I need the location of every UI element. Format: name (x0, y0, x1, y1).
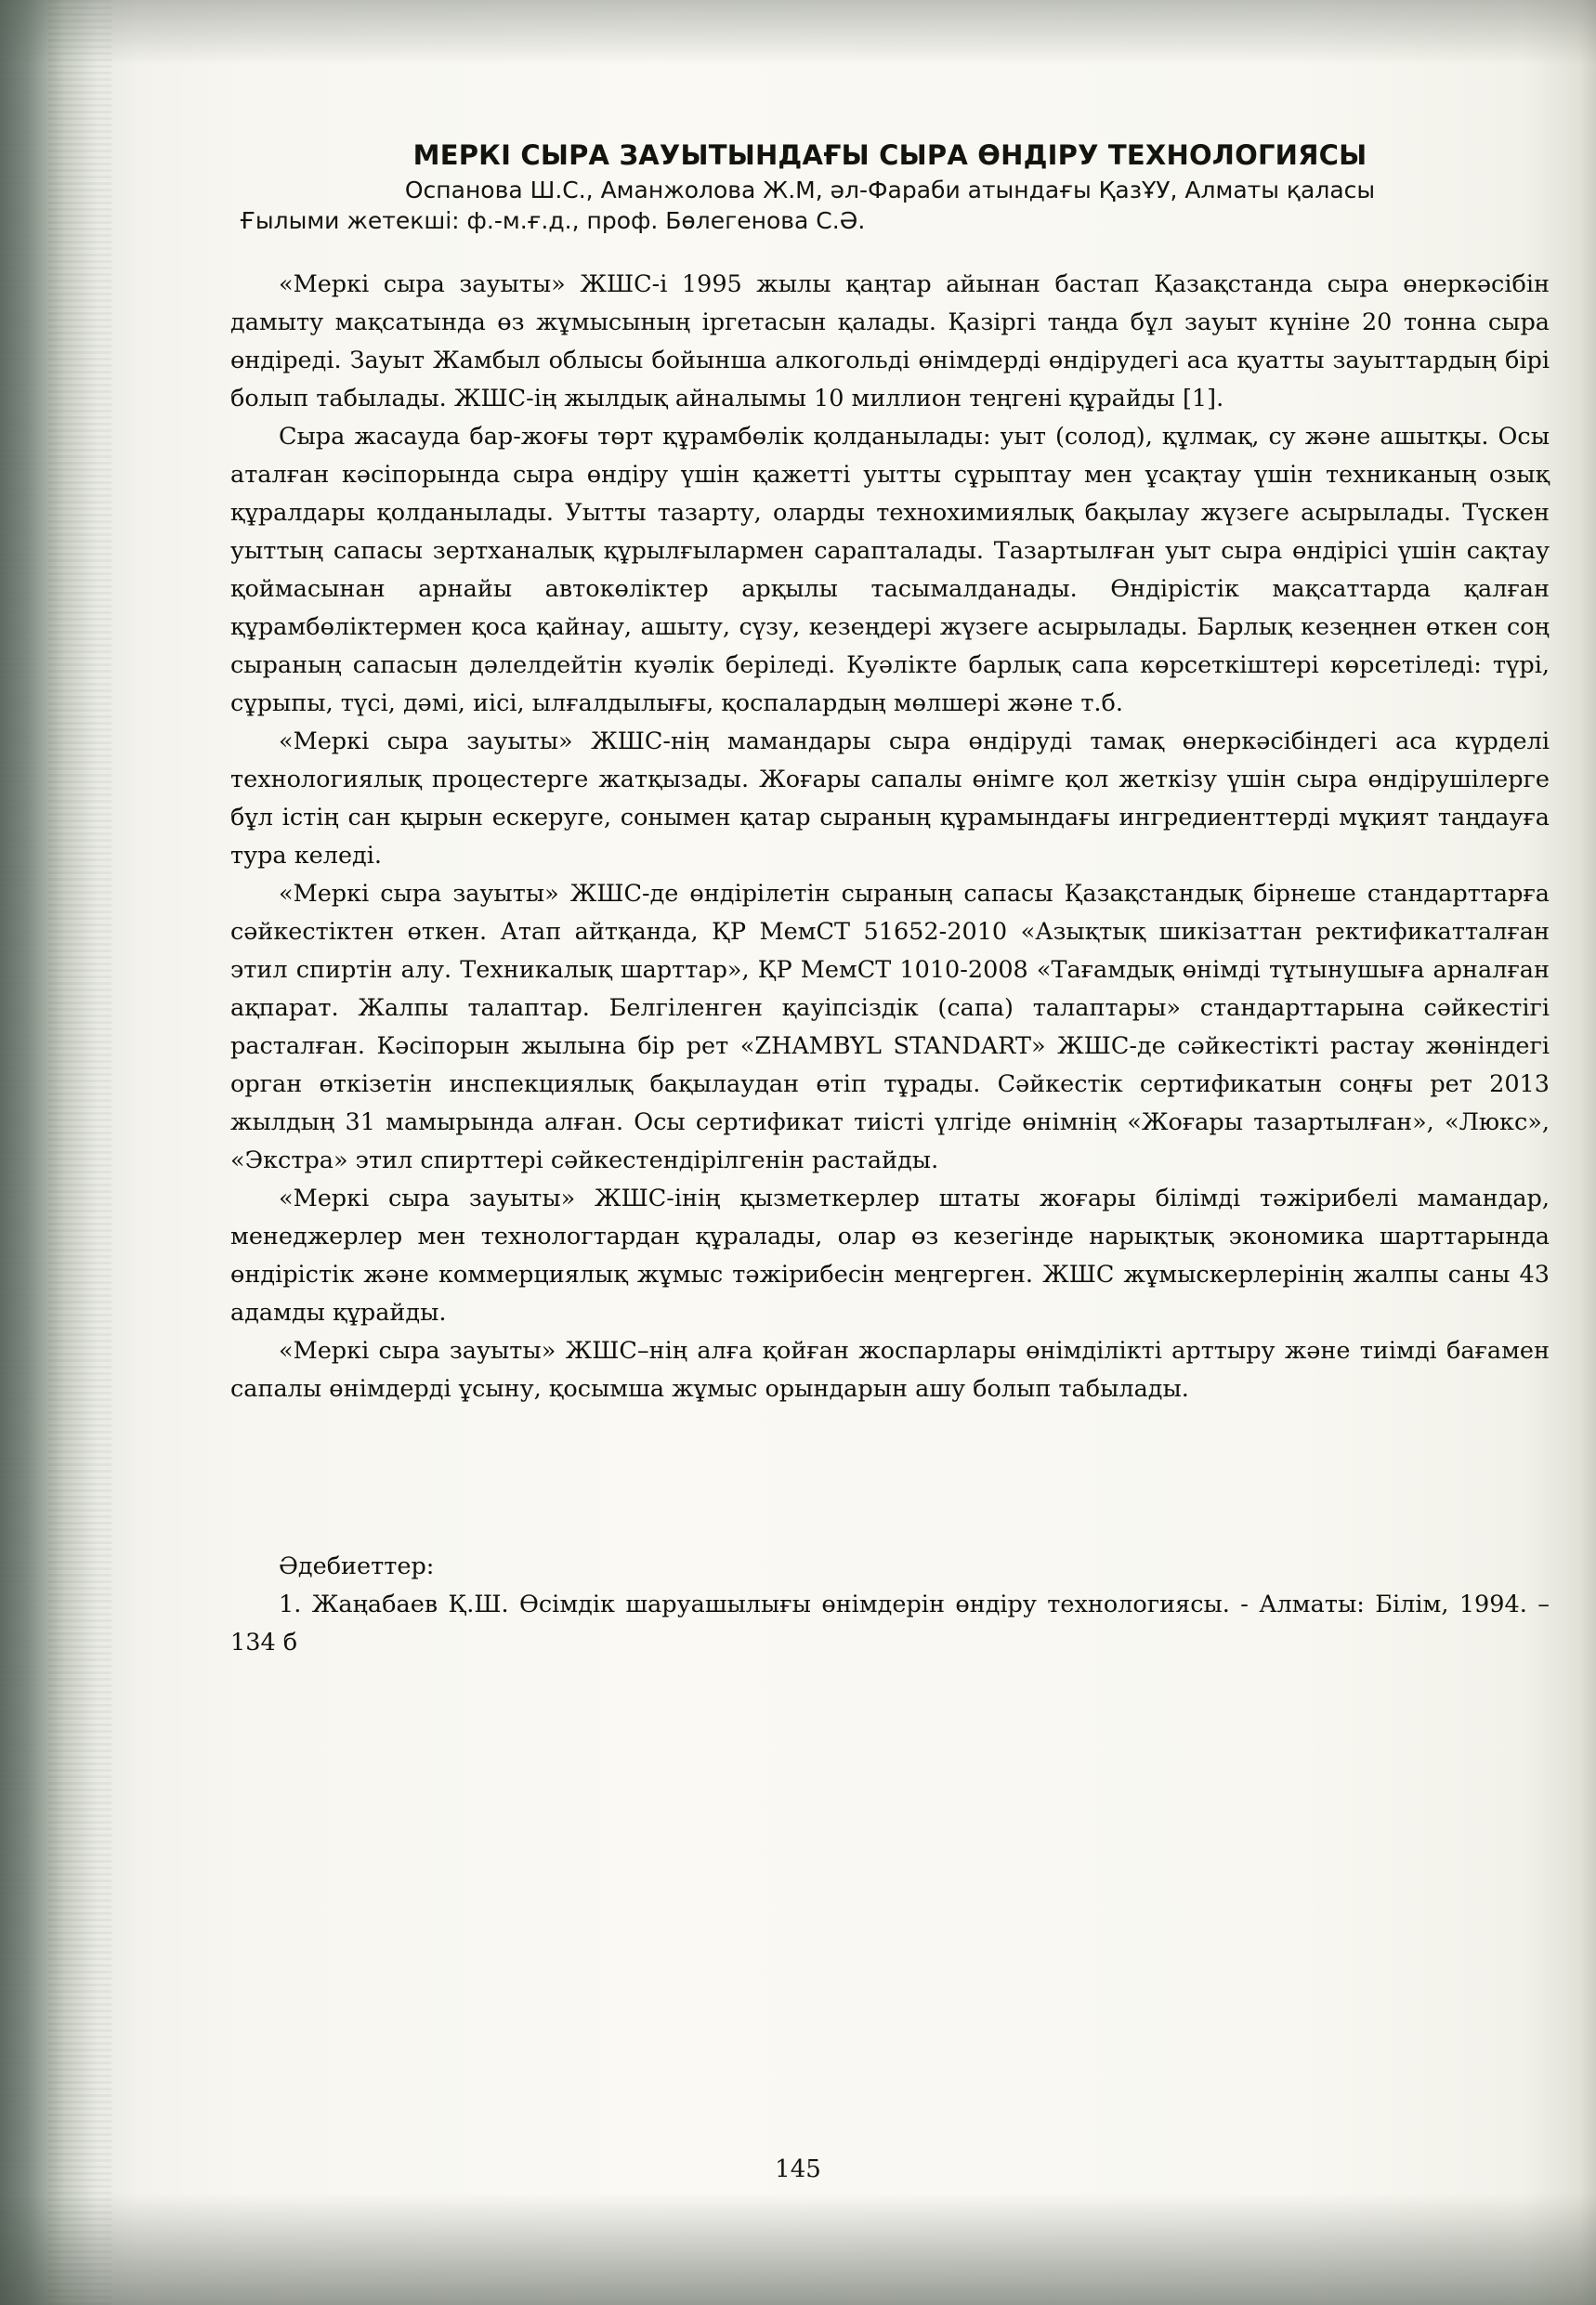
supervisor-line: Ғылыми жетекші: ф.-м.ғ.д., проф. Бөлегенова С.Ә. (240, 207, 866, 234)
article-content (230, 139, 1550, 1662)
article-body (230, 266, 1550, 1408)
paragraph: «Меркі сыра зауыты» ЖШС–нің алға қойған жоспарлары өнімділікті арттыру және тиімді бағамен сапалы өнімдерді ұсыну, қосымша жұмыс орындарын ашу болып табылады. (230, 1337, 1550, 1403)
page-top-shadow (0, 0, 1596, 65)
page-title: МЕРКІ СЫРА ЗАУЫТЫНДАҒЫ СЫРА ӨНДІРУ ТЕХНОЛОГИЯСЫ (412, 139, 1367, 171)
paragraph: «Меркі сыра зауыты» ЖШС-і 1995 жылы қаңтар айынан бастап Қазақстанда сыра өнеркәсібін дамыту мақсатында өз жұмысының іргетасын қалады. Қазіргі таңда бұл зауыт күніне 20 тонна сыра өндіреді. Зауыт Жамбыл облысы бойынша алкогольді өнімдерді өндірудегі аса қуатты зауыттардың бірі болып табылады. ЖШС-ің жылдық айналымы 10 миллион теңгені құрайды [1]. (230, 270, 1550, 413)
authors-line: Оспанова Ш.С., Аманжолова Ж.М, әл-Фараби атындағы ҚазҰУ, Алматы қаласы (404, 177, 1376, 203)
reference-item: 1. Жаңабаев Қ.Ш. Өсімдік шаруашылығы өнімдерін өндіру технологиясы. - Алматы: Білім, 1994. – 134 б (230, 1591, 1550, 1657)
page-bottom-shadow (0, 2194, 1596, 2305)
paragraph: «Меркі сыра зауыты» ЖШС-де өндірілетін сыраның сапасы Қазақстандық бірнеше стандарттарға сәйкестіктен өткен. Атап айтқанда, ҚР МемСТ 51652-2010 «Азықтық шикізаттан ректификатталған этил спиртін алу. Техникалық шарттар», ҚР МемСТ 1010-2008 «Тағамдық өнімді тұтынушыға арналған ақпарат. Жалпы талаптар. Белгіленген қауіпсіздік (сапа) талаптары» стандарттарына сәйкестігі расталған. Кәсіпорын жылына бір рет «ZHAMBYL STANDART» ЖШС-де сәйкестікті растау жөніндегі орган өткізетін инспекциялық бақылаудан өтіп тұрады. Сәйкестік сертификатын соңғы рет 2013 жылдың 31 мамырында алған. Осы сертификат тиісті үлгіде өнімнің «Жоғары тазартылған», «Люкс», «Экстра» этил спирттері сәйкестендірілгенін растайды. (230, 880, 1550, 1174)
references-heading: Әдебиеттер: (279, 1552, 435, 1580)
paragraph: «Меркі сыра зауыты» ЖШС-нің мамандары сыра өндіруді тамақ өнеркәсібіндегі аса күрделі технологиялық процестерге жатқызады. Жоғары сапалы өнімге қол жеткізу үшін сыра өндірушілерге бұл істің сан қырын ескеруге, сонымен қатар сыраның құрамындағы ингредиенттерді мұқият таңдауға тура келеді. (230, 727, 1550, 870)
paragraph: «Меркі сыра зауыты» ЖШС-інің қызметкерлер штаты жоғары білімді тәжірибелі мамандар, менеджерлер мен технологтардан құралады, олар өз кезегінде нарықтық экономика шарттарында өндірістік және коммерциялық жұмыс тәжірибесін меңгерген. ЖШС жұмыскерлерінің жалпы саны 43 адамды құрайды. (230, 1185, 1550, 1327)
book-spine-shadow (0, 0, 48, 2305)
page-number: 145 (775, 2155, 821, 2183)
references-section (230, 1548, 1550, 1662)
paragraph: Сыра жасауда бар-жоғы төрт құрамбөлік қолданылады: уыт (солод), құлмақ, су және ашытқы. Осы аталған кәсіпорында сыра өндіру үшін қажетті уытты сұрыптау мен ұсақтау үшін техниканың озық құралдары қолданылады. Уытты тазарту, оларды технохимиялық бақылау жүзеге асырылады. Түскен уыттың сапасы зертханалық құрылғылармен сарапталады. Тазартылған уыт сыра өндірісі үшін сақтау қоймасынан арнайы автокөліктер арқылы тасымалданады. Өндірістік мақсаттарда қалған құрамбөліктермен қоса қайнау, ашыту, сүзу, кезеңдері жүзеге асырылады. Барлық кезеңнен өткен соң сыраның сапасын дәлелдейтін куәлік беріледі. Куәлікте барлық сапа көрсеткіштері көрсетіледі: түрі, сұрыпы, түсі, дәмі, иісі, ылғалдылығы, қоспалардың мөлшері және т.б. (230, 423, 1550, 717)
